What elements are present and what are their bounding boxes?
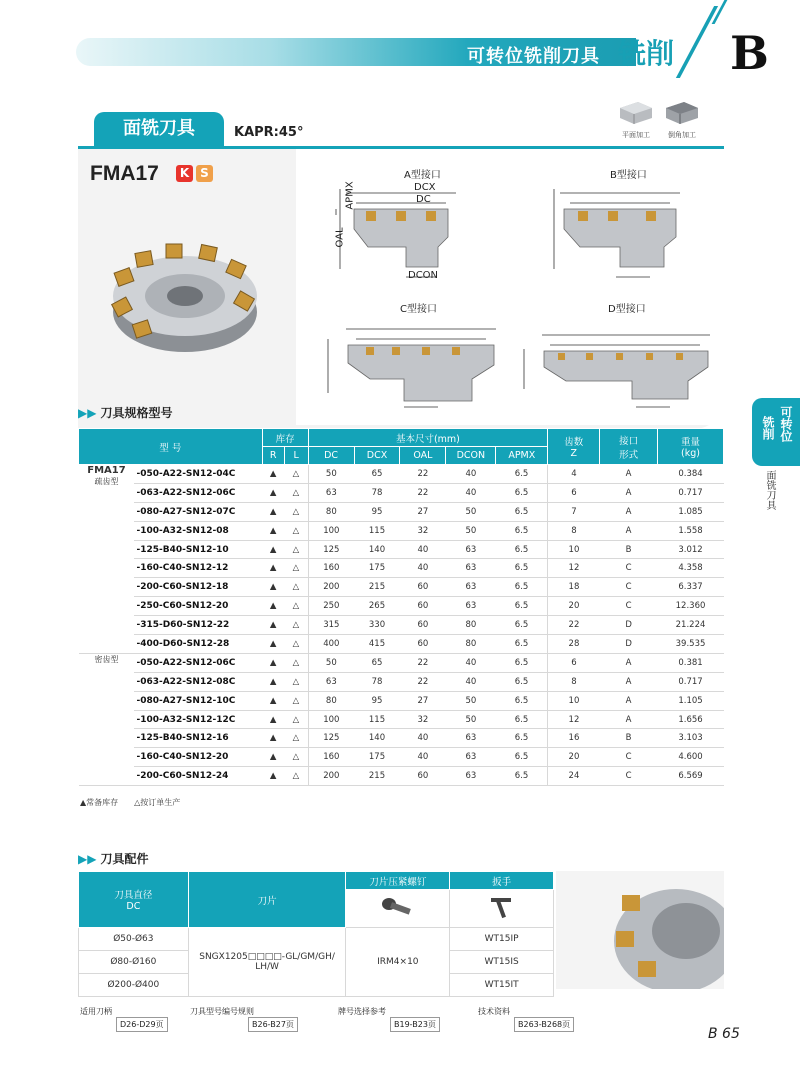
ref-label: 刀具型号编号规则: [190, 1007, 254, 1016]
table-cell: 63: [446, 559, 496, 578]
table-cell: 50: [446, 502, 496, 521]
table-cell: 6.5: [496, 559, 548, 578]
table-cell: 40: [400, 748, 446, 767]
group-label: 疏齿型: [94, 477, 119, 486]
table-cell: 0.717: [658, 483, 724, 502]
cell-code: -063-A22-SN12-06C: [134, 483, 262, 502]
table-cell: ▲: [262, 691, 284, 710]
table-cell: 6.5: [496, 483, 548, 502]
table-cell: 0.717: [658, 672, 724, 691]
ref-page-link[interactable]: B19-B23页: [390, 1017, 440, 1032]
cell-code: -080-A27-SN12-10C: [134, 691, 262, 710]
screw-icon: [381, 896, 415, 918]
table-cell: 6.569: [658, 767, 724, 786]
table-cell: A: [600, 672, 658, 691]
table-cell: 160: [308, 559, 354, 578]
th-interface: 接口 形式: [600, 429, 658, 465]
th-teeth: 齿数 Z: [548, 429, 600, 465]
table-cell: 22: [548, 616, 600, 635]
table-cell: ▲: [262, 748, 284, 767]
table-cell: 65: [354, 465, 400, 484]
cell-code: -125-B40-SN12-16: [134, 729, 262, 748]
table-cell: 200: [308, 767, 354, 786]
kapr-label: KAPR:45°: [234, 125, 304, 140]
table-cell: △: [284, 502, 308, 521]
table-cell: 78: [354, 483, 400, 502]
table-cell: 330: [354, 616, 400, 635]
table-cell: 100: [308, 710, 354, 729]
cell-code: -050-A22-SN12-04C: [134, 465, 262, 484]
table-cell: 215: [354, 767, 400, 786]
table-cell: △: [284, 616, 308, 635]
table-cell: △: [284, 748, 308, 767]
table-cell: 6: [548, 483, 600, 502]
table-cell: 6.5: [496, 521, 548, 540]
table-cell: 6.337: [658, 578, 724, 597]
table-cell: 1.105: [658, 691, 724, 710]
table-cell: 400: [308, 635, 354, 654]
table-cell: △: [284, 578, 308, 597]
table-cell: B: [600, 729, 658, 748]
table-cell: C: [600, 559, 658, 578]
table-cell: 22: [400, 465, 446, 484]
cutter-closeup-image: [556, 871, 724, 989]
table-cell: 50: [308, 465, 354, 484]
table-cell: ▲: [262, 465, 284, 484]
table-cell: 80: [446, 635, 496, 654]
table-cell: B: [600, 540, 658, 559]
badge-k: K: [176, 165, 193, 182]
table-cell: 6.5: [496, 767, 548, 786]
table-row: [79, 672, 724, 691]
cell-code: -160-C40-SN12-20: [134, 748, 262, 767]
table-cell: 4.358: [658, 559, 724, 578]
table-cell: 160: [308, 748, 354, 767]
wrench-icon: [487, 894, 517, 920]
table-cell: 40: [446, 483, 496, 502]
th-sub-r: R: [262, 447, 284, 465]
cell-code: -100-A32-SN12-12C: [134, 710, 262, 729]
table-row: [79, 465, 724, 484]
table-cell: △: [284, 540, 308, 559]
th-model: 型 号: [79, 429, 263, 465]
table-cell: △: [284, 521, 308, 540]
table-cell: 60: [400, 767, 446, 786]
acc-dc-2: Ø200-Ø400: [79, 974, 189, 997]
table-cell: ▲: [262, 672, 284, 691]
table-cell: 6.5: [496, 691, 548, 710]
table-cell: 115: [354, 521, 400, 540]
table-cell: 50: [308, 653, 354, 672]
table-cell: D: [600, 616, 658, 635]
table-cell: 21.224: [658, 616, 724, 635]
cell-code: -125-B40-SN12-10: [134, 540, 262, 559]
table-cell: C: [600, 597, 658, 616]
insert-flat-icon: [616, 100, 656, 126]
table-cell: △: [284, 767, 308, 786]
diagram-b-title: B型接口: [610, 170, 647, 181]
table-cell: D: [600, 635, 658, 654]
table-row: [79, 521, 724, 540]
table-cell: 125: [308, 540, 354, 559]
th-sub-oal: OAL: [400, 447, 446, 465]
table-row: [79, 578, 724, 597]
table-cell: A: [600, 521, 658, 540]
table-cell: 4: [548, 465, 600, 484]
acc-screw: IRM4×10: [346, 928, 450, 997]
table-cell: 175: [354, 559, 400, 578]
table-cell: 6.5: [496, 597, 548, 616]
table-cell: △: [284, 483, 308, 502]
table-row: [79, 540, 724, 559]
table-cell: A: [600, 483, 658, 502]
table-cell: 6.5: [496, 672, 548, 691]
th-sub-dc: DC: [308, 447, 354, 465]
table-cell: 95: [354, 691, 400, 710]
badge-s: S: [196, 165, 213, 182]
table-cell: 6.5: [496, 729, 548, 748]
table-cell: 6.5: [496, 578, 548, 597]
spec-heading: ▶▶ 刀具规格型号: [78, 406, 173, 420]
table-cell: C: [600, 767, 658, 786]
table-cell: ▲: [262, 616, 284, 635]
table-cell: ▲: [262, 502, 284, 521]
table-cell: 63: [446, 748, 496, 767]
table-cell: 1.558: [658, 521, 724, 540]
table-cell: 6.5: [496, 540, 548, 559]
th-weight: 重量 (kg): [658, 429, 724, 465]
table-cell: △: [284, 597, 308, 616]
table-cell: 32: [400, 521, 446, 540]
table-cell: 12: [548, 710, 600, 729]
ref-page-link[interactable]: D26-D29页: [116, 1017, 168, 1032]
table-cell: 63: [308, 672, 354, 691]
table-cell: ▲: [262, 540, 284, 559]
group-model: FMA17: [87, 465, 126, 476]
ref-page-link[interactable]: B263-B268页: [514, 1017, 574, 1032]
table-cell: A: [600, 502, 658, 521]
table-cell: 27: [400, 502, 446, 521]
table-cell: ▲: [262, 521, 284, 540]
table-cell: 6.5: [496, 635, 548, 654]
table-cell: 10: [548, 540, 600, 559]
table-cell: 0.381: [658, 653, 724, 672]
table-cell: 6.5: [496, 653, 548, 672]
table-cell: 3.103: [658, 729, 724, 748]
table-cell: 50: [446, 710, 496, 729]
table-cell: 40: [400, 729, 446, 748]
table-cell: 63: [446, 729, 496, 748]
insert-chamfer-icon: [662, 100, 702, 126]
table-cell: 63: [446, 540, 496, 559]
table-cell: ▲: [262, 653, 284, 672]
table-cell: 60: [400, 635, 446, 654]
table-row: [79, 653, 724, 672]
table-cell: A: [600, 465, 658, 484]
table-cell: 50: [446, 521, 496, 540]
table-cell: 32: [400, 710, 446, 729]
interface-diagrams: [296, 149, 724, 425]
table-cell: 65: [354, 653, 400, 672]
table-cell: C: [600, 578, 658, 597]
insert-flat-label: 平面加工: [622, 131, 650, 139]
group-label: 密齿型: [94, 654, 119, 664]
cell-code: -250-C60-SN12-20: [134, 597, 262, 616]
wrench-icon-cell: [450, 890, 554, 928]
table-cell: 60: [400, 597, 446, 616]
acc-heading: ▶▶ 刀具配件: [78, 852, 149, 866]
acc-insert: SNGX1205□□□□-GL/GM/GH/ LH/W: [188, 928, 346, 997]
milling-cutter-image: [100, 238, 260, 356]
cell-code: -200-C60-SN12-18: [134, 578, 262, 597]
table-cell: 27: [400, 691, 446, 710]
table-row: [79, 748, 724, 767]
cell-code: -400-D60-SN12-28: [134, 635, 262, 654]
table-cell: 415: [354, 635, 400, 654]
cell-code: -160-C40-SN12-12: [134, 559, 262, 578]
table-cell: 40: [400, 559, 446, 578]
table-cell: 63: [446, 597, 496, 616]
table-cell: 140: [354, 729, 400, 748]
stock-note: ▲常备库存 △按订单生产: [80, 798, 181, 807]
table-cell: 12: [548, 559, 600, 578]
table-cell: △: [284, 559, 308, 578]
table-cell: 80: [446, 616, 496, 635]
table-cell: 60: [400, 616, 446, 635]
table-cell: 6.5: [496, 710, 548, 729]
table-row: [79, 635, 724, 654]
table-cell: ▲: [262, 710, 284, 729]
table-cell: ▲: [262, 767, 284, 786]
cell-code: -063-A22-SN12-08C: [134, 672, 262, 691]
side-tab-line1: 可转位: [779, 406, 793, 442]
table-cell: 50: [446, 691, 496, 710]
acc-wrench-1: WT15IS: [450, 951, 554, 974]
table-cell: 8: [548, 521, 600, 540]
table-cell: 6: [548, 653, 600, 672]
table-cell: ▲: [262, 635, 284, 654]
table-cell: △: [284, 653, 308, 672]
table-cell: 24: [548, 767, 600, 786]
table-cell: 95: [354, 502, 400, 521]
acc-th-wrench: 扳手: [450, 872, 554, 890]
th-stock: 库存: [262, 429, 308, 447]
table-cell: 200: [308, 578, 354, 597]
table-row: [79, 597, 724, 616]
table-cell: 63: [308, 483, 354, 502]
acc-th-dc: 刀具直径 DC: [79, 872, 189, 928]
table-cell: 175: [354, 748, 400, 767]
table-cell: ▲: [262, 578, 284, 597]
table-cell: 28: [548, 635, 600, 654]
table-cell: 16: [548, 729, 600, 748]
table-cell: △: [284, 691, 308, 710]
table-row: [79, 616, 724, 635]
cell-code: -050-A22-SN12-06C: [134, 653, 262, 672]
ref-label: 牌号选择参考: [338, 1007, 386, 1016]
label-dcon-a: DCON: [408, 270, 439, 281]
table-cell: 22: [400, 672, 446, 691]
cell-code: -080-A27-SN12-07C: [134, 502, 262, 521]
side-tab: [752, 398, 800, 466]
table-row: [79, 502, 724, 521]
acc-wrench-0: WT15IP: [450, 928, 554, 951]
table-cell: 18: [548, 578, 600, 597]
header-slash: [676, 6, 718, 78]
header-subtitle: 铣削: [618, 37, 675, 70]
group-sparse: [79, 465, 135, 654]
th-sub-l: L: [284, 447, 308, 465]
side-tab-line2: 铣削: [761, 416, 775, 440]
diagram-d-title: D型接口: [608, 304, 646, 315]
table-cell: 20: [548, 748, 600, 767]
diagram-a-title: A型接口: [404, 170, 441, 181]
table-cell: 8: [548, 672, 600, 691]
table-cell: 3.012: [658, 540, 724, 559]
table-cell: 6.5: [496, 465, 548, 484]
acc-dc-1: Ø80-Ø160: [79, 951, 189, 974]
table-cell: △: [284, 465, 308, 484]
table-cell: 100: [308, 521, 354, 540]
table-cell: 60: [400, 578, 446, 597]
th-sub-dcon: DCON: [446, 447, 496, 465]
table-cell: 0.384: [658, 465, 724, 484]
side-vertical-text: 面铣刀具: [764, 470, 775, 510]
table-cell: ▲: [262, 559, 284, 578]
spec-table: [78, 428, 724, 786]
table-cell: 315: [308, 616, 354, 635]
label-oal-a: OAL: [334, 227, 346, 248]
table-cell: 115: [354, 710, 400, 729]
table-cell: 63: [446, 578, 496, 597]
acc-th-insert: 刀片: [188, 872, 346, 928]
page-number: B 65: [708, 1026, 740, 1042]
th-dims: 基本尺寸(mm): [308, 429, 548, 447]
table-cell: 125: [308, 729, 354, 748]
table-row: [79, 483, 724, 502]
table-cell: ▲: [262, 597, 284, 616]
table-cell: 10: [548, 691, 600, 710]
table-cell: A: [600, 653, 658, 672]
table-cell: 40: [446, 672, 496, 691]
table-row: [79, 710, 724, 729]
ref-page-link[interactable]: B26-B27页: [248, 1017, 298, 1032]
cell-code: -200-C60-SN12-24: [134, 767, 262, 786]
table-row: [79, 559, 724, 578]
table-cell: 39.535: [658, 635, 724, 654]
table-cell: 40: [400, 540, 446, 559]
table-row: [79, 691, 724, 710]
table-cell: ▲: [262, 729, 284, 748]
cell-code: -100-A32-SN12-08: [134, 521, 262, 540]
group-dense: [79, 653, 135, 785]
table-cell: 20: [548, 597, 600, 616]
table-cell: 80: [308, 691, 354, 710]
insert-chamfer-label: 倒角加工: [668, 131, 696, 139]
table-cell: △: [284, 672, 308, 691]
table-cell: 7: [548, 502, 600, 521]
table-cell: 80: [308, 502, 354, 521]
cell-code: -315-D60-SN12-22: [134, 616, 262, 635]
table-cell: △: [284, 710, 308, 729]
accessories-table: [78, 871, 554, 997]
label-dc-a: DC: [416, 194, 431, 205]
header-title: 可转位铣削刀具: [467, 46, 600, 67]
table-cell: △: [284, 635, 308, 654]
acc-wrench-2: WT15IT: [450, 974, 554, 997]
table-cell: 1.656: [658, 710, 724, 729]
label-dcx-a: DCX: [414, 182, 436, 193]
diagram-c-title: C型接口: [400, 304, 437, 315]
th-sub-apmx: APMX: [496, 447, 548, 465]
header-letter: B: [730, 26, 769, 80]
section-tab: 面铣刀具: [94, 112, 224, 146]
table-cell: C: [600, 748, 658, 767]
table-cell: 40: [446, 465, 496, 484]
table-cell: 6.5: [496, 748, 548, 767]
table-cell: 215: [354, 578, 400, 597]
table-cell: 63: [446, 767, 496, 786]
table-cell: 6.5: [496, 616, 548, 635]
table-cell: 78: [354, 672, 400, 691]
label-apmx-a: APMX: [344, 181, 356, 210]
table-cell: △: [284, 729, 308, 748]
table-cell: 12.360: [658, 597, 724, 616]
table-cell: 4.600: [658, 748, 724, 767]
acc-th-screw: 刀片压紧螺钉: [346, 872, 450, 890]
table-cell: 22: [400, 483, 446, 502]
product-model: FMA17: [90, 162, 159, 185]
screw-icon-cell: [346, 890, 450, 928]
ref-label: 技术资料: [478, 1007, 510, 1016]
table-cell: 265: [354, 597, 400, 616]
table-cell: 40: [446, 653, 496, 672]
acc-dc-0: Ø50-Ø63: [79, 928, 189, 951]
table-row: [79, 729, 724, 748]
table-cell: A: [600, 710, 658, 729]
table-cell: 1.085: [658, 502, 724, 521]
th-sub-dcx: DCX: [354, 447, 400, 465]
table-cell: ▲: [262, 483, 284, 502]
table-cell: 250: [308, 597, 354, 616]
table-cell: A: [600, 691, 658, 710]
table-cell: 6.5: [496, 502, 548, 521]
ref-label: 适用刀柄: [80, 1007, 112, 1016]
table-cell: 22: [400, 653, 446, 672]
table-row: [79, 767, 724, 786]
table-cell: 140: [354, 540, 400, 559]
